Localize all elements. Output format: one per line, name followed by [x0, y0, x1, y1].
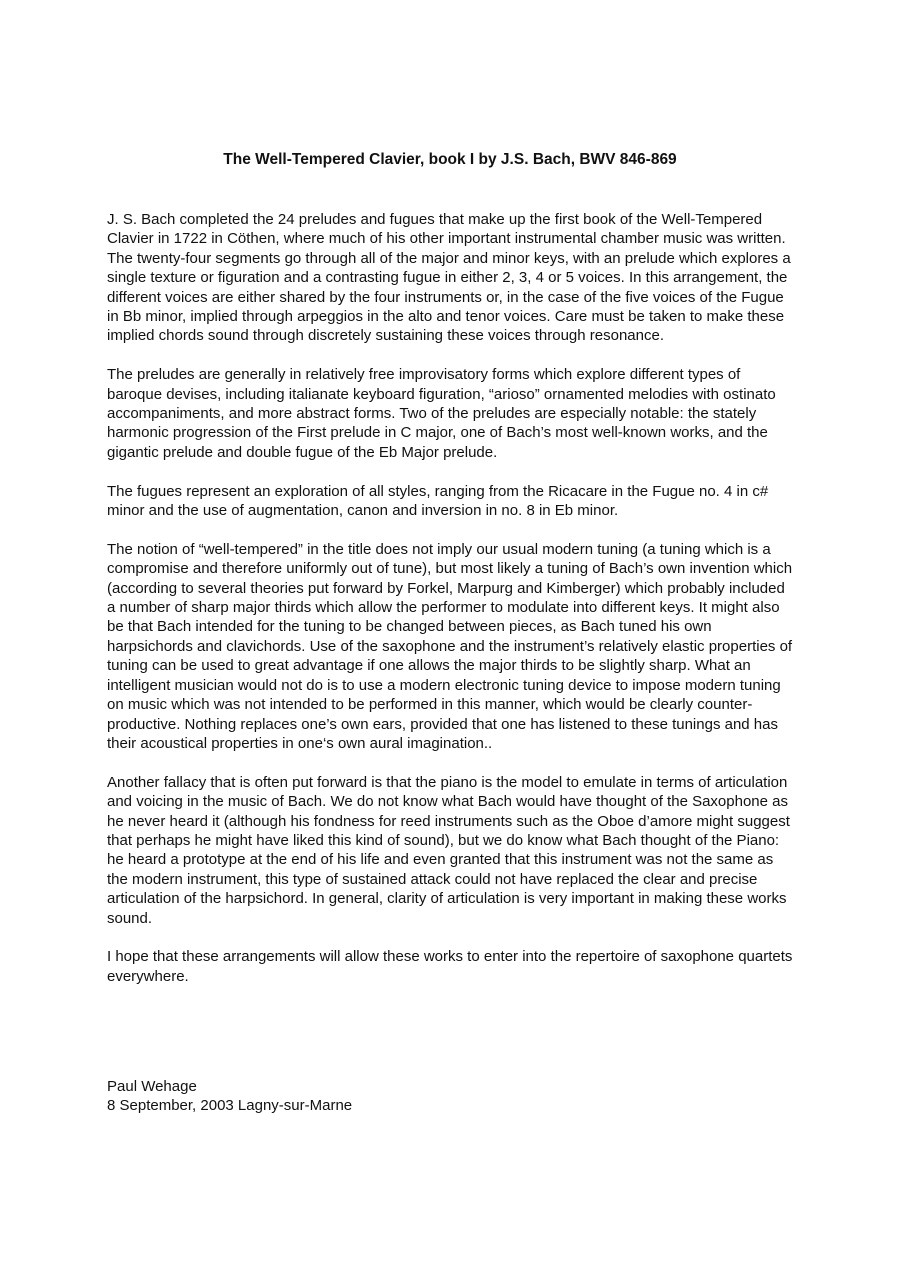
signature-block: [107, 1077, 352, 1116]
paragraph-intro: J. S. Bach completed the 24 preludes and fugues that make up the first book of the Well-Tempered Clavier in 1722 in Cöthen, where much of his other important instrumental chamber music was written. The twenty-four segments go through all of the major and minor keys, with an prelude which explores a single texture or figuration and a contrasting fugue in either 2, 3, 4 or 5 voices. In this arrangement, the different voices are either shared by the four instruments or, in the case of the five voices of the Fugue in Bb minor, implied through arpeggios in the alto and tenor voices. Care must be taken to make these implied chords sound through discretely sustaining these voices through resonance.: [107, 211, 791, 345]
paragraph-well-tempered: The notion of “well-tempered” in the title does not imply our usual modern tuning (a tuning which is a compromise and therefore uniformly out of tune), but most likely a tuning of Bach’s own invention which (according to several theories put forward by Forkel, Marpurg and Kimberger) which probably included a number of sharp major thirds which allow the performer to modulate into different keys. It might also be that Bach intended for the tuning to be changed between pieces, as Bach tuned his own harpsichords and clavichords. Use of the saxophone and the instrument’s relatively elastic properties of tuning can be used to great advantage if one allows the major thirds to be slightly sharp. What an intelligent musician would not do is to use a modern electronic tuning device to impose modern tuning on music which was not intended to be performed in this manner, which would be clearly counter-productive. Nothing replaces one’s own ears, provided that one has listened to these tunings and has their acoustical properties in one‘s own aural imagination..: [107, 540, 793, 752]
author-name: Paul Wehage: [107, 1078, 197, 1095]
paragraph-closing: I hope that these arrangements will allow these works to enter into the repertoire of saxophone quartets everywhere.: [107, 948, 793, 985]
paragraph-preludes: The preludes are generally in relatively free improvisatory forms which explore different types of baroque devises, including italianate keyboard figuration, “arioso” ornamented melodies with ostinato accompaniments, and more abstract forms. Two of the preludes are especially notable: the stately harmonic progression of the First prelude in C major, one of Bach’s most well-known works, and the gigantic prelude and double fugue of the Eb Major prelude.: [107, 366, 776, 461]
document-title: The Well-Tempered Clavier, book I by J.S. Bach, BWV 846-869: [223, 151, 677, 168]
signature-date-place: 8 September, 2003 Lagny-sur-Marne: [107, 1097, 353, 1115]
paragraph-piano-fallacy: Another fallacy that is often put forward is that the piano is the model to emulate in terms of articulation and voicing in the music of Bach. We do not know what Bach would have thought of the Saxophone as he never heard it (although his fondness for reed instruments such as the Oboe d’amore might suggest that perhaps he might have liked this kind of sound), but we do know what Bach thought of the Piano: he heard a prototype at the end of his life and even granted that this instrument was not the same as the modern instrument, this type of sustained attack could not have replaced the clear and precise articulation of the harpsichord. In general, clarity of articulation is very important in making these works sound.: [107, 773, 790, 927]
document-body: [107, 210, 797, 1006]
paragraph-fugues: The fugues represent an exploration of all styles, ranging from the Ricacare in the Fugue no. 4 in c# minor and the use of augmentation, canon and inversion in no. 8 in Eb minor.: [107, 482, 769, 520]
